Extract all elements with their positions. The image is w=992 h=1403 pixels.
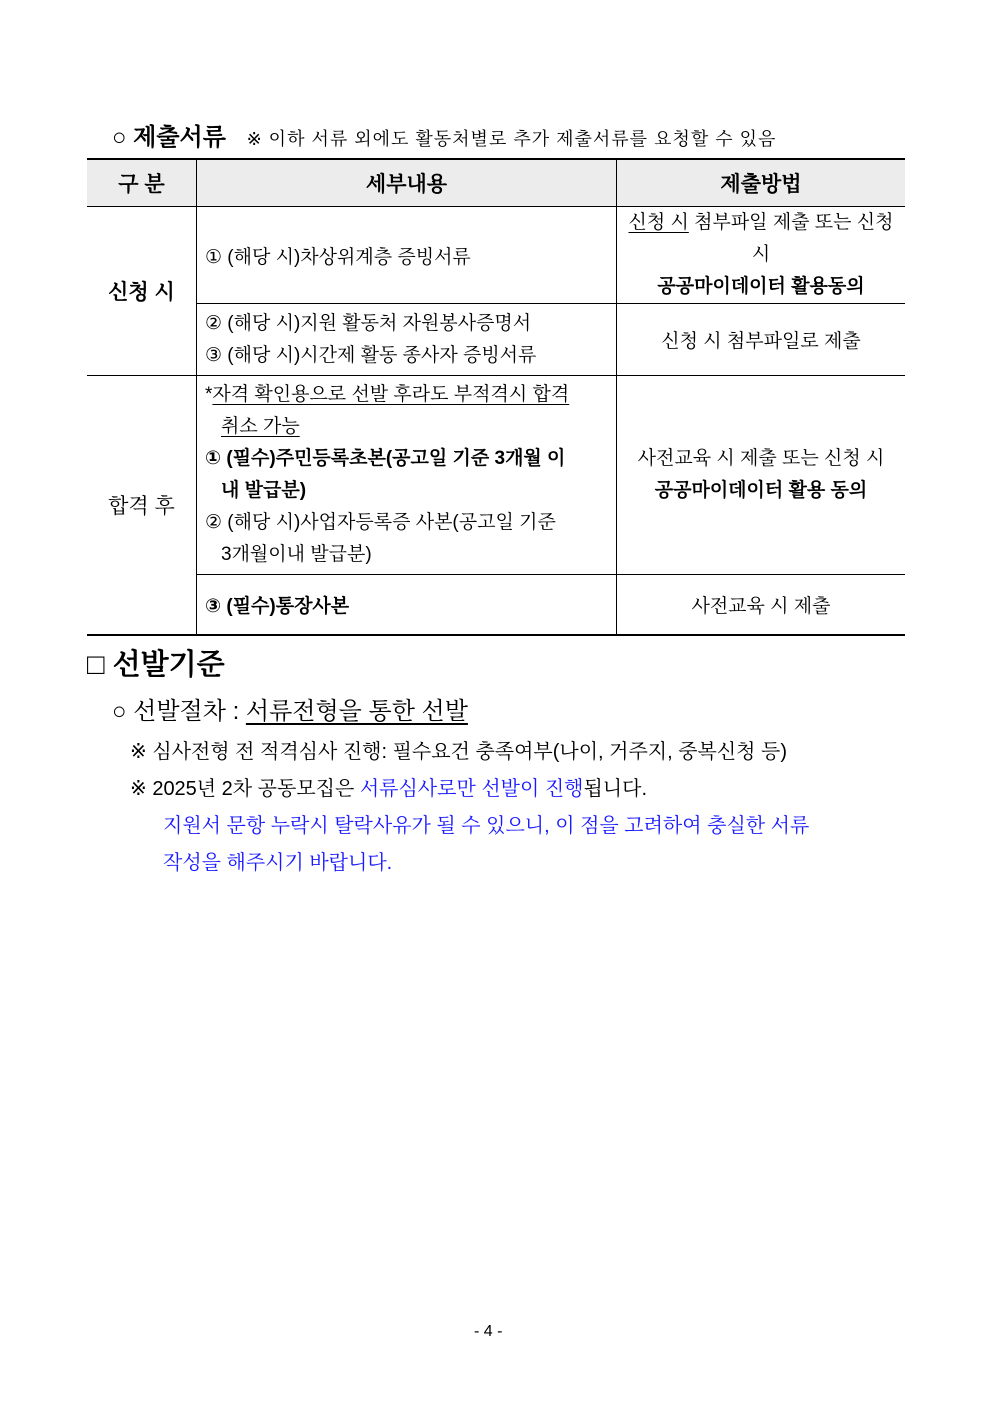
detail-text: ① (해당 시)차상위계층 증빙서류 — [205, 246, 471, 268]
detail-cell — [197, 207, 617, 304]
note-highlight: 서류심사로만 선발이 진행 — [359, 778, 584, 800]
header-category: 구 분 — [87, 159, 197, 207]
detail-text: 내 발급분) — [221, 480, 307, 501]
table-header-row — [87, 159, 905, 207]
selection-note-2 — [130, 772, 647, 801]
header-details: 세부내용 — [197, 159, 617, 207]
docs-section-title: 제출서류 — [133, 124, 226, 151]
procedure-label: 선발절차 : — [133, 698, 246, 725]
method-text: 사전교육 시 제출 또는 신청 시 — [637, 448, 885, 469]
method-cell — [617, 207, 906, 304]
method-cell — [617, 376, 906, 575]
detail-text: ② (해당 시)지원 활동처 자원봉사증명서 — [205, 312, 532, 334]
table-row — [87, 376, 905, 575]
detail-cell — [197, 376, 617, 575]
selection-procedure — [112, 691, 468, 726]
selection-note-3b: 작성을 해주시기 바랍니다. — [163, 852, 393, 874]
selection-heading — [87, 642, 225, 683]
circle-bullet: ○ — [112, 124, 127, 151]
circle-bullet: ○ — [112, 698, 127, 725]
selection-note-3a: 지원서 문항 누락시 탈락사유가 될 수 있으니, 이 점을 고려하여 충실한 서류 — [163, 815, 810, 837]
detail-text: ② (해당 시)사업자등록증 사본(공고일 기준 — [205, 512, 556, 533]
docs-section-heading — [112, 117, 776, 152]
selection-title: 선발기준 — [112, 649, 225, 681]
note-mark: * — [205, 384, 213, 405]
procedure-value: 서류전형을 통한 선발 — [245, 698, 468, 725]
method-cell: 사전교육 시 제출 — [617, 575, 906, 635]
detail-text: 자격 확인용으로 선발 후라도 부적격시 합격 — [212, 384, 570, 405]
detail-text: ① (필수)주민등록초본(공고일 기준 3개월 이 — [205, 448, 566, 469]
square-bullet: □ — [87, 649, 105, 681]
method-cell: 신청 시 첨부파일로 제출 — [617, 304, 906, 376]
method-text: 첨부파일 제출 또는 신청 시 — [688, 212, 894, 265]
method-text: 공공마이데이터 활용동의 — [657, 276, 865, 297]
detail-text: ③ (해당 시)시간제 활동 종사자 증빙서류 — [205, 344, 537, 366]
note-text: 됩니다. — [583, 778, 648, 800]
detail-text: 취소 가능 — [221, 416, 300, 437]
category-apply: 신청 시 — [87, 207, 197, 376]
detail-text: 3개월이내 발급분) — [221, 544, 372, 565]
header-method: 제출방법 — [617, 159, 906, 207]
category-pass: 합격 후 — [87, 376, 197, 635]
method-text: 신청 시 — [628, 212, 689, 233]
docs-section-note: ※ 이하 서류 외에도 활동처별로 추가 제출서류를 요청할 수 있음 — [246, 129, 777, 149]
table-row — [87, 575, 905, 635]
page-number: - 4 - — [474, 1323, 503, 1340]
table-row — [87, 304, 905, 376]
detail-cell — [197, 304, 617, 376]
documents-table — [87, 158, 905, 636]
table-row — [87, 207, 905, 304]
detail-cell: ③ (필수)통장사본 — [197, 575, 617, 635]
selection-note-1: ※ 심사전형 전 적격심사 진행: 필수요건 충족여부(나이, 거주지, 중복신청 등) — [130, 741, 788, 763]
note-text: ※ 2025년 2차 공동모집은 — [130, 778, 360, 800]
method-text: 공공마이데이터 활용 동의 — [654, 480, 868, 501]
